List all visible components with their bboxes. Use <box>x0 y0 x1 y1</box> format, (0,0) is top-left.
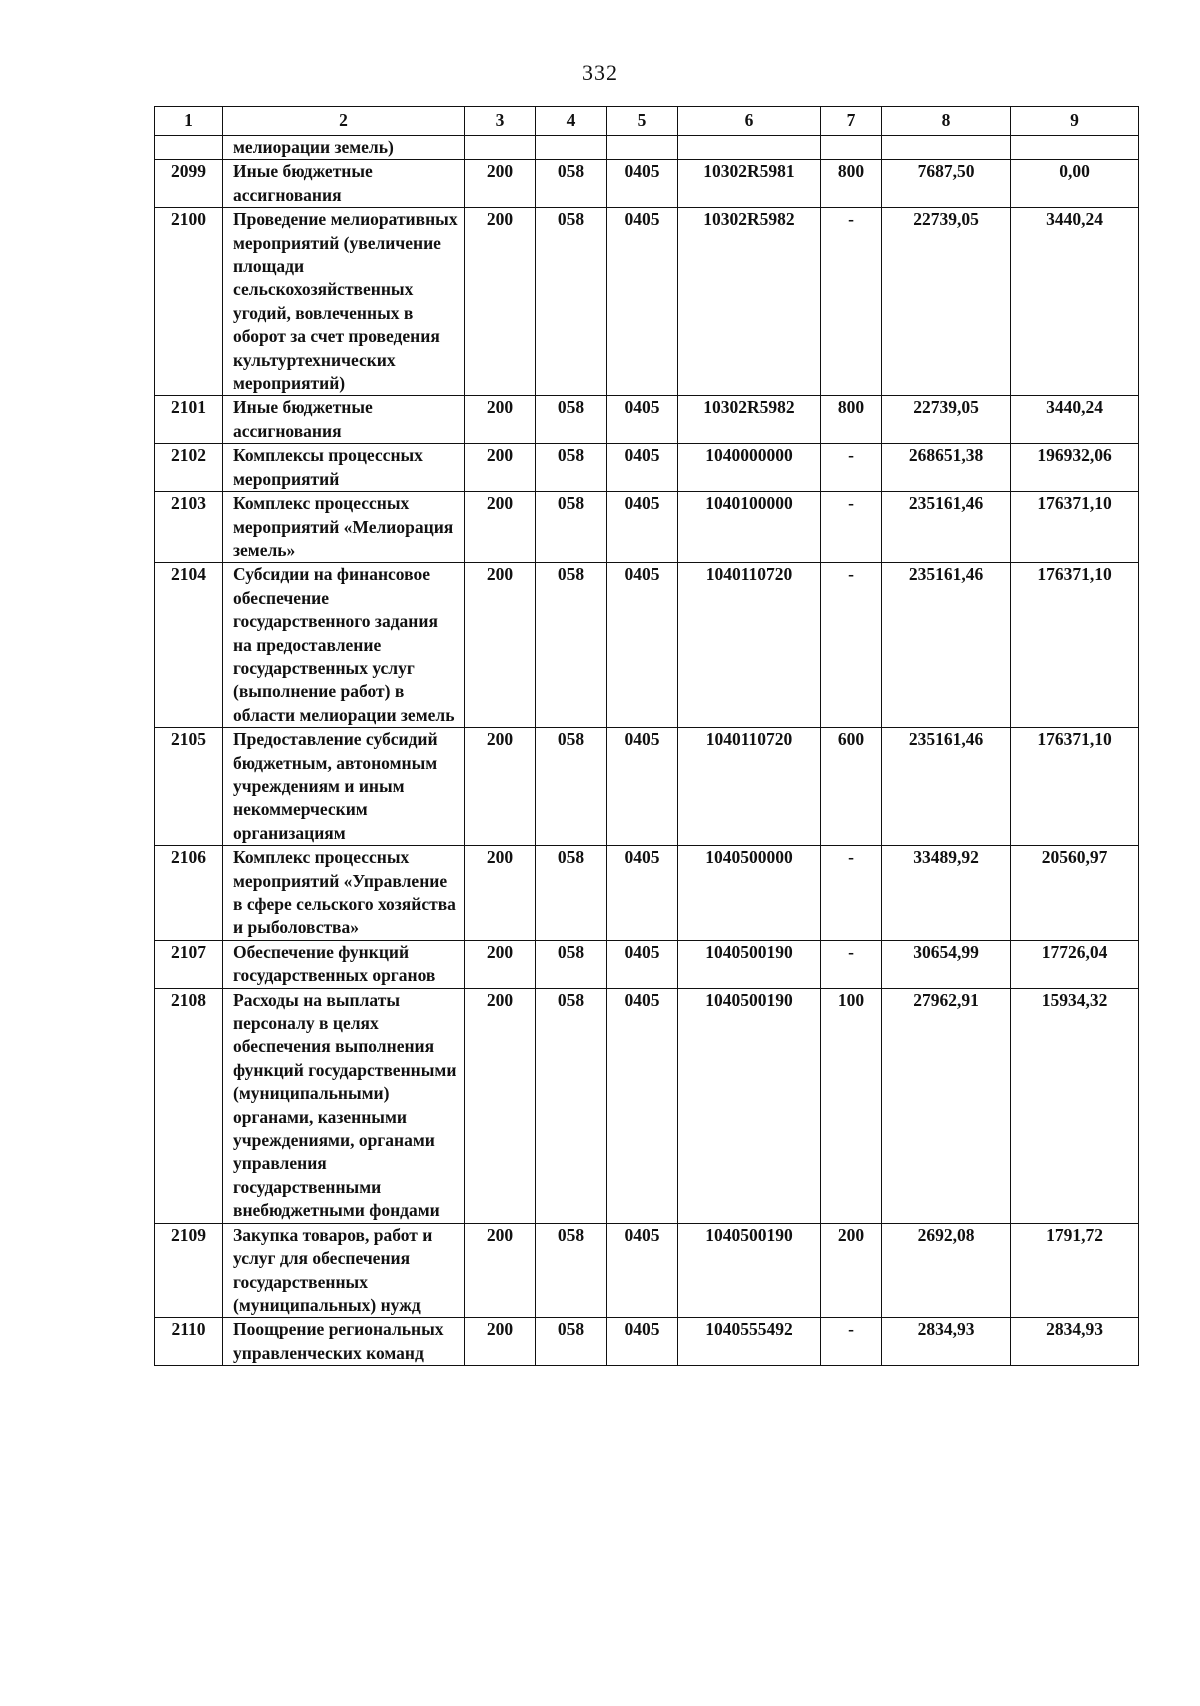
code-cell: 058 <box>536 396 607 444</box>
code-cell: 200 <box>465 563 536 728</box>
table-row <box>155 1318 1139 1366</box>
header-row <box>155 107 1139 136</box>
table-row <box>155 846 1139 941</box>
code-cell: 800 <box>821 160 882 208</box>
header-cell: 3 <box>465 107 536 136</box>
code-cell: 200 <box>465 728 536 846</box>
code-cell: 10302R5981 <box>678 160 821 208</box>
amount-cell: 22739,05 <box>882 208 1011 396</box>
code-cell: - <box>821 492 882 563</box>
code-cell: 0405 <box>607 444 678 492</box>
page-number: 332 <box>582 60 618 85</box>
code-cell: 200 <box>465 396 536 444</box>
header-cell: 4 <box>536 107 607 136</box>
header-cell: 7 <box>821 107 882 136</box>
header-cell: 8 <box>882 107 1011 136</box>
amount-cell: 30654,99 <box>882 940 1011 988</box>
amount-cell: 0,00 <box>1011 160 1139 208</box>
code-cell: 0405 <box>607 1223 678 1318</box>
row-number-cell: 2105 <box>155 728 223 846</box>
code-cell: 0405 <box>607 940 678 988</box>
continuation-row <box>155 136 1139 160</box>
row-number-cell: 2109 <box>155 1223 223 1318</box>
amount-cell: 3440,24 <box>1011 208 1139 396</box>
row-name-cell: Комплекс процессных мероприятий «Управление в сфере сельского хозяйства и рыболовства» <box>223 846 465 941</box>
header-cell: 1 <box>155 107 223 136</box>
code-cell: 0405 <box>607 728 678 846</box>
code-cell: 200 <box>821 1223 882 1318</box>
code-cell: - <box>821 1318 882 1366</box>
amount-cell: 17726,04 <box>1011 940 1139 988</box>
code-cell: 0405 <box>607 396 678 444</box>
row-name-cell: Поощрение региональных управленческих команд <box>223 1318 465 1366</box>
code-cell: - <box>821 563 882 728</box>
table-row <box>155 444 1139 492</box>
row-number-cell: 2110 <box>155 1318 223 1366</box>
code-cell: 200 <box>465 492 536 563</box>
code-cell: 058 <box>536 988 607 1223</box>
amount-cell: 1791,72 <box>1011 1223 1139 1318</box>
row-number-cell: 2101 <box>155 396 223 444</box>
amount-cell: 268651,38 <box>882 444 1011 492</box>
row-name-cell: Закупка товаров, работ и услуг для обеспечения государственных (муниципальных) нужд <box>223 1223 465 1318</box>
table-row <box>155 988 1139 1223</box>
code-cell: 200 <box>465 1318 536 1366</box>
code-cell: 800 <box>821 396 882 444</box>
amount-cell: 176371,10 <box>1011 492 1139 563</box>
amount-cell <box>882 136 1011 160</box>
code-cell: 058 <box>536 1318 607 1366</box>
table-row <box>155 208 1139 396</box>
code-cell: 058 <box>536 208 607 396</box>
code-cell: 1040000000 <box>678 444 821 492</box>
code-cell: 0405 <box>607 208 678 396</box>
code-cell: 058 <box>536 728 607 846</box>
code-cell: 1040555492 <box>678 1318 821 1366</box>
row-number-cell: 2100 <box>155 208 223 396</box>
code-cell: 200 <box>465 160 536 208</box>
row-number-cell: 2103 <box>155 492 223 563</box>
code-cell: 058 <box>536 563 607 728</box>
code-cell: 200 <box>465 1223 536 1318</box>
code-cell: 10302R5982 <box>678 396 821 444</box>
table-row <box>155 160 1139 208</box>
code-cell: 200 <box>465 940 536 988</box>
row-name-cell: Иные бюджетные ассигнования <box>223 160 465 208</box>
amount-cell: 2692,08 <box>882 1223 1011 1318</box>
amount-cell: 2834,93 <box>882 1318 1011 1366</box>
code-cell: 1040110720 <box>678 563 821 728</box>
code-cell: 1040500190 <box>678 1223 821 1318</box>
code-cell <box>607 136 678 160</box>
row-number-cell: 2104 <box>155 563 223 728</box>
amount-cell: 15934,32 <box>1011 988 1139 1223</box>
code-cell: 1040500190 <box>678 988 821 1223</box>
table-row <box>155 1223 1139 1318</box>
code-cell <box>536 136 607 160</box>
amount-cell: 22739,05 <box>882 396 1011 444</box>
amount-cell <box>1011 136 1139 160</box>
amount-cell: 33489,92 <box>882 846 1011 941</box>
code-cell: 200 <box>465 846 536 941</box>
code-cell: 1040110720 <box>678 728 821 846</box>
row-name-cell: мелиорации земель) <box>223 136 465 160</box>
budget-table <box>154 106 1139 1366</box>
code-cell: 100 <box>821 988 882 1223</box>
code-cell: 058 <box>536 940 607 988</box>
row-name-cell: Обеспечение функций государственных органов <box>223 940 465 988</box>
code-cell <box>821 136 882 160</box>
amount-cell: 20560,97 <box>1011 846 1139 941</box>
code-cell: - <box>821 444 882 492</box>
amount-cell: 176371,10 <box>1011 563 1139 728</box>
table-row <box>155 940 1139 988</box>
row-number-cell: 2108 <box>155 988 223 1223</box>
amount-cell: 7687,50 <box>882 160 1011 208</box>
amount-cell: 2834,93 <box>1011 1318 1139 1366</box>
row-number-cell: 2107 <box>155 940 223 988</box>
code-cell: 1040500000 <box>678 846 821 941</box>
code-cell <box>465 136 536 160</box>
amount-cell: 3440,24 <box>1011 396 1139 444</box>
row-number-cell: 2106 <box>155 846 223 941</box>
header-cell: 2 <box>223 107 465 136</box>
code-cell: 0405 <box>607 988 678 1223</box>
code-cell: 058 <box>536 492 607 563</box>
code-cell: 1040100000 <box>678 492 821 563</box>
table-row <box>155 396 1139 444</box>
table-row <box>155 728 1139 846</box>
code-cell: 0405 <box>607 563 678 728</box>
header-cell: 6 <box>678 107 821 136</box>
table-body <box>155 107 1139 1366</box>
header-cell: 5 <box>607 107 678 136</box>
row-number-cell: 2102 <box>155 444 223 492</box>
row-name-cell: Предоставление субсидий бюджетным, автономным учреждениям и иным некоммерческим организациям <box>223 728 465 846</box>
code-cell: 600 <box>821 728 882 846</box>
code-cell: 0405 <box>607 492 678 563</box>
amount-cell: 235161,46 <box>882 492 1011 563</box>
amount-cell: 235161,46 <box>882 728 1011 846</box>
row-name-cell: Комплексы процессных мероприятий <box>223 444 465 492</box>
code-cell: 200 <box>465 444 536 492</box>
code-cell: 058 <box>536 1223 607 1318</box>
code-cell: 200 <box>465 208 536 396</box>
row-number-cell: 2099 <box>155 160 223 208</box>
code-cell: 058 <box>536 160 607 208</box>
row-number-cell <box>155 136 223 160</box>
code-cell: - <box>821 846 882 941</box>
row-name-cell: Расходы на выплаты персоналу в целях обеспечения выполнения функций государственными (муниципальными) органами, казенными учреждениями, органами управления государственными внебюджетными фондами <box>223 988 465 1223</box>
code-cell: 058 <box>536 846 607 941</box>
row-name-cell: Иные бюджетные ассигнования <box>223 396 465 444</box>
row-name-cell: Комплекс процессных мероприятий «Мелиорация земель» <box>223 492 465 563</box>
table-row <box>155 563 1139 728</box>
amount-cell: 196932,06 <box>1011 444 1139 492</box>
code-cell: - <box>821 940 882 988</box>
table-row <box>155 492 1139 563</box>
code-cell: 0405 <box>607 1318 678 1366</box>
code-cell <box>678 136 821 160</box>
row-name-cell: Субсидии на финансовое обеспечение государственного задания на предоставление государственных услуг (выполнение работ) в области мелиорации земель <box>223 563 465 728</box>
row-name-cell: Проведение мелиоративных мероприятий (увеличение площади сельскохозяйственных угодий, вовлеченных в оборот за счет проведения культуртехнических мероприятий) <box>223 208 465 396</box>
amount-cell: 176371,10 <box>1011 728 1139 846</box>
code-cell: 1040500190 <box>678 940 821 988</box>
header-cell: 9 <box>1011 107 1139 136</box>
amount-cell: 27962,91 <box>882 988 1011 1223</box>
code-cell: - <box>821 208 882 396</box>
code-cell: 10302R5982 <box>678 208 821 396</box>
code-cell: 0405 <box>607 160 678 208</box>
code-cell: 200 <box>465 988 536 1223</box>
code-cell: 058 <box>536 444 607 492</box>
amount-cell: 235161,46 <box>882 563 1011 728</box>
code-cell: 0405 <box>607 846 678 941</box>
